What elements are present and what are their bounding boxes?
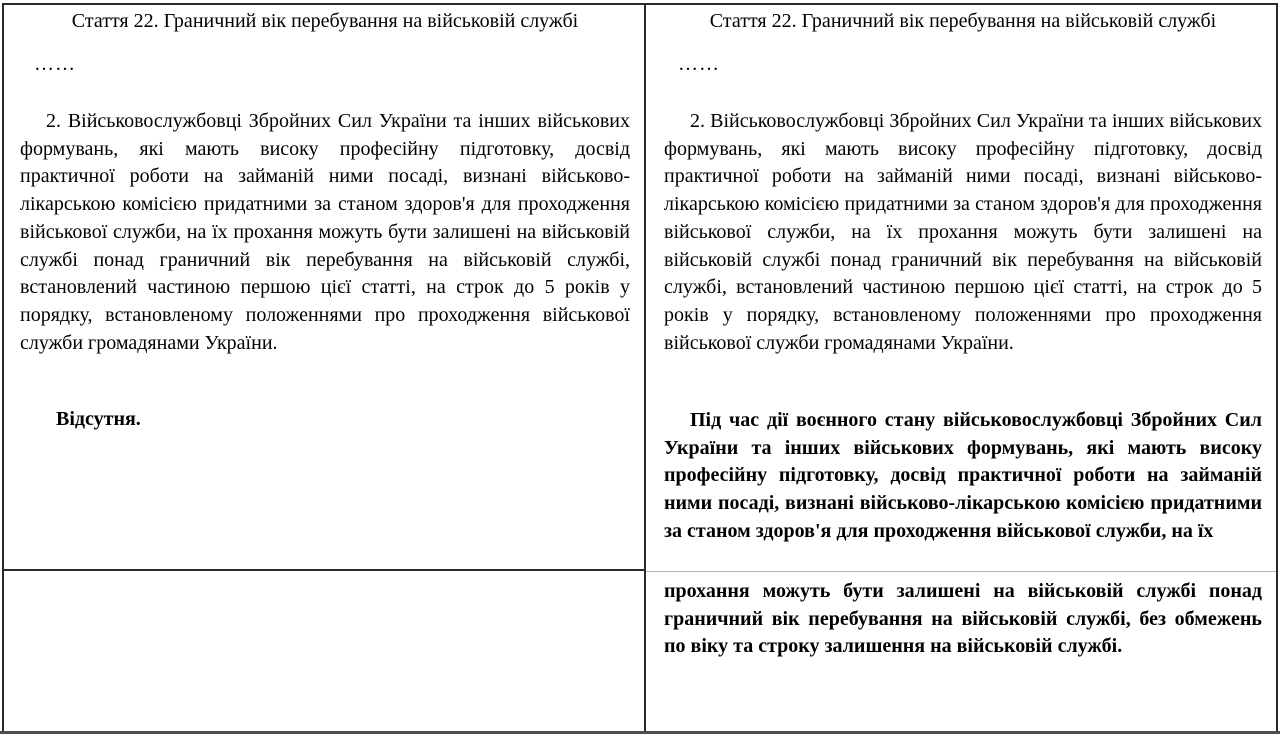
article-title: Стаття 22. Граничний вік перебування на військовій службі: [709, 10, 1217, 32]
absent-provision-label: Відсутня.: [56, 408, 141, 430]
right-column-proposed-version: [648, 3, 1276, 731]
table-top-border: [2, 3, 1278, 5]
row-divider-line-left: [2, 569, 644, 571]
table-left-border: [2, 3, 4, 733]
table-bottom-border: [0, 731, 1280, 734]
row-divider-line-right: [646, 571, 1276, 572]
article-title: Стаття 22. Граничний вік перебування на військовій службі: [71, 10, 579, 32]
table-right-border: [1276, 3, 1278, 733]
amendment-text-part1: Під час дії воєнного стану військовослужбовці Збройних Сил України та інших військових формувань, які мають високу професійну підготовку, досвід практичної роботи на займаній ними посаді, визнані військово-лікарською комісією придатними за станом здоров'я для проходження військової служби, на їх: [664, 409, 1262, 542]
amendment-text-part2: прохання можуть бути залишені на військовій службі понад граничний вік перебування на військовій службі, без обмежень по віку та строку залишення на військовій службі.: [664, 580, 1262, 658]
omitted-text-ellipsis: ……: [34, 53, 76, 75]
article-paragraph-2: 2. Військовослужбовці Збройних Сил України та інших військових формувань, які мають високу професійну підготовку, досвід практичної роботи на займаній ними посаді, визнані військово-лікарською комісією придатними за станом здоров'я для проходження військової служби, на їх прохання можуть бути залишені на військовій службі понад граничний вік перебування на військовій службі, встановлений частиною першою цієї статті, на строк до 5 років у порядку, встановленому положеннями про проходження військової служби громадянами України.: [20, 110, 630, 354]
article-paragraph-2: 2. Військовослужбовці Збройних Сил України та інших військових формувань, які мають високу професійну підготовку, досвід практичної роботи на займаній ними посаді, визнані військово-лікарською комісією придатними за станом здоров'я для проходження військової служби, на їх прохання можуть бути залишені на військовій службі понад граничний вік перебування на військовій службі, встановлений частиною першою цієї статті, на строк до 5 років у порядку, встановленому положеннями про проходження військової служби громадянами України.: [664, 110, 1262, 354]
column-divider-line: [644, 3, 646, 732]
omitted-text-ellipsis: ……: [678, 53, 720, 75]
left-column-current-version: [4, 3, 644, 731]
